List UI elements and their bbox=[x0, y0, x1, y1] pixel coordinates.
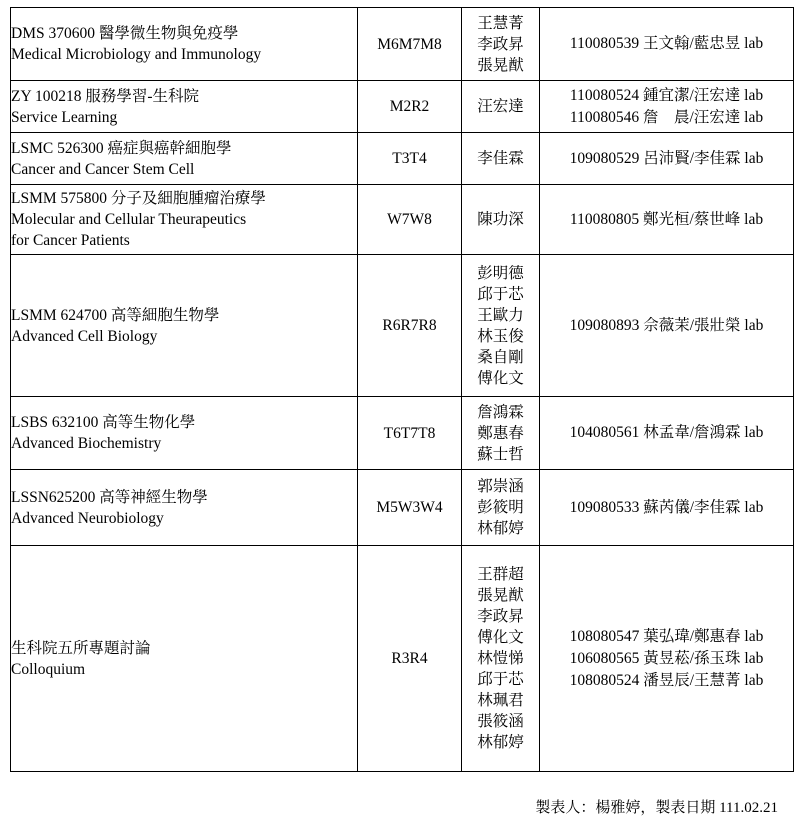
student-entry: 109080529 呂沛賢/李佳霖 lab bbox=[569, 149, 764, 167]
instructor-name: 彭筱明 bbox=[477, 498, 524, 516]
instructor-name: 陳功深 bbox=[477, 210, 524, 228]
course-cell bbox=[11, 133, 358, 185]
instructor-name: 邱于芯 bbox=[477, 284, 524, 303]
table-footer: 製表人：楊雅婷，製表日期 111.02.21 bbox=[535, 800, 778, 816]
instructor-name: 王慧菁 bbox=[477, 13, 524, 32]
students-cell bbox=[540, 546, 794, 772]
instructor-name: 張晃猷 bbox=[477, 55, 524, 74]
instructors-cell bbox=[462, 470, 540, 546]
student-entry: 110080546 詹 晨/汪宏達 lab bbox=[569, 108, 764, 126]
instructor-name: 鄭惠春 bbox=[477, 423, 524, 442]
course-cell bbox=[11, 255, 358, 397]
course-english-name: Advanced Cell Biology bbox=[11, 327, 158, 345]
instructor-name: 李政昇 bbox=[477, 34, 524, 53]
table-row bbox=[11, 8, 794, 81]
course-code-name: LSBS 632100 高等生物化學 bbox=[11, 414, 196, 431]
course-english-name: Advanced Biochemistry bbox=[11, 435, 162, 452]
instructors-cell bbox=[462, 185, 540, 255]
student-entry: 108080547 葉弘瑋/鄭惠春 lab bbox=[569, 627, 764, 645]
instructor-name: 張晃猷 bbox=[477, 586, 524, 604]
instructor-name: 林珮君 bbox=[477, 691, 524, 709]
time-slot-cell: T3T4 bbox=[358, 133, 462, 185]
course-cell bbox=[11, 397, 358, 470]
course-english-name: Medical Microbiology and Immunology bbox=[11, 46, 262, 63]
instructor-name: 詹鴻霖 bbox=[477, 402, 524, 421]
course-table bbox=[10, 7, 794, 772]
course-cell bbox=[11, 185, 358, 255]
course-code-name: LSMM 575800 分子及細胞腫瘤治療學 bbox=[11, 190, 266, 207]
course-code-name: LSSN625200 高等神經生物學 bbox=[11, 488, 208, 506]
table-row bbox=[11, 255, 794, 397]
course-cell bbox=[11, 546, 358, 772]
student-entry: 110080539 王文翰/藍忠昱 lab bbox=[569, 35, 764, 52]
students-cell bbox=[540, 397, 794, 470]
time-slot-cell: T6T7T8 bbox=[358, 397, 462, 470]
instructors-cell bbox=[462, 546, 540, 772]
time-slot-cell: M2R2 bbox=[358, 81, 462, 133]
students-cell bbox=[540, 470, 794, 546]
instructors-cell bbox=[462, 81, 540, 133]
student-entry: 109080533 蘇芮儀/李佳霖 lab bbox=[569, 498, 764, 516]
course-cell bbox=[11, 81, 358, 133]
instructor-name: 彭明德 bbox=[477, 263, 524, 282]
student-entry: 106080565 黃昱菘/孫玉珠 lab bbox=[569, 649, 764, 667]
instructor-name: 王群超 bbox=[477, 565, 524, 583]
course-rows bbox=[11, 8, 794, 772]
course-english-name: Molecular and Cellular Theurapeutics bbox=[11, 211, 247, 228]
table-row bbox=[11, 185, 794, 255]
course-code-name: LSMM 624700 高等細胞生物學 bbox=[11, 306, 220, 324]
table-row bbox=[11, 397, 794, 470]
course-english-name: for Cancer Patients bbox=[11, 232, 130, 249]
course-cell bbox=[11, 470, 358, 546]
instructor-name: 桑自剛 bbox=[477, 347, 524, 366]
instructor-name: 張筱涵 bbox=[477, 712, 524, 730]
students-cell bbox=[540, 8, 794, 81]
instructor-name: 傅化文 bbox=[477, 628, 524, 646]
course-english-name: Colloquium bbox=[11, 660, 86, 678]
instructors-cell bbox=[462, 397, 540, 470]
instructors-cell bbox=[462, 133, 540, 185]
time-slot-cell: M6M7M8 bbox=[358, 8, 462, 81]
course-code-name: ZY 100218 服務學習-生科院 bbox=[11, 87, 199, 105]
table-row bbox=[11, 470, 794, 546]
instructors-cell bbox=[462, 8, 540, 81]
course-code-name: LSMC 526300 癌症與癌幹細胞學 bbox=[11, 139, 232, 157]
course-code-name: DMS 370600 醫學微生物與免疫學 bbox=[11, 25, 239, 42]
students-cell bbox=[540, 185, 794, 255]
time-slot-cell: W7W8 bbox=[358, 185, 462, 255]
students-cell bbox=[540, 255, 794, 397]
student-entry: 104080561 林孟韋/詹鴻霖 lab bbox=[569, 424, 764, 441]
course-cell bbox=[11, 8, 358, 81]
course-english-name: Advanced Neurobiology bbox=[11, 509, 164, 527]
instructors-cell bbox=[462, 255, 540, 397]
instructor-name: 蘇士哲 bbox=[477, 444, 524, 463]
course-english-name: Service Learning bbox=[11, 108, 118, 126]
table-row bbox=[11, 133, 794, 185]
table-row bbox=[11, 81, 794, 133]
student-entry: 110080524 鍾宜潔/汪宏達 lab bbox=[569, 86, 764, 104]
students-cell bbox=[540, 133, 794, 185]
student-entry: 110080805 鄭光桓/蔡世峰 lab bbox=[569, 210, 764, 228]
instructor-name: 王歐力 bbox=[477, 305, 524, 324]
instructor-name: 林郁婷 bbox=[477, 733, 524, 751]
instructor-name: 林愷悌 bbox=[477, 649, 524, 667]
time-slot-cell: R3R4 bbox=[358, 546, 462, 772]
instructor-name: 李佳霖 bbox=[477, 149, 524, 167]
course-english-name: Cancer and Cancer Stem Cell bbox=[11, 160, 195, 178]
course-code-name: 生科院五所專題討論 bbox=[11, 639, 151, 657]
instructor-name: 林玉俊 bbox=[477, 326, 524, 345]
instructor-name: 郭崇涵 bbox=[477, 477, 524, 495]
student-entry: 108080524 潘昱辰/王慧菁 lab bbox=[569, 671, 764, 689]
instructor-name: 林郁婷 bbox=[477, 519, 524, 537]
students-cell bbox=[540, 81, 794, 133]
table-row bbox=[11, 546, 794, 772]
instructor-name: 邱于芯 bbox=[477, 670, 524, 688]
time-slot-cell: R6R7R8 bbox=[358, 255, 462, 397]
time-slot-cell: M5W3W4 bbox=[358, 470, 462, 546]
instructor-name: 李政昇 bbox=[477, 607, 524, 625]
instructor-name: 汪宏達 bbox=[477, 97, 524, 115]
student-entry: 109080893 佘薇茉/張壯榮 lab bbox=[569, 316, 764, 334]
instructor-name: 傅化文 bbox=[477, 368, 524, 387]
